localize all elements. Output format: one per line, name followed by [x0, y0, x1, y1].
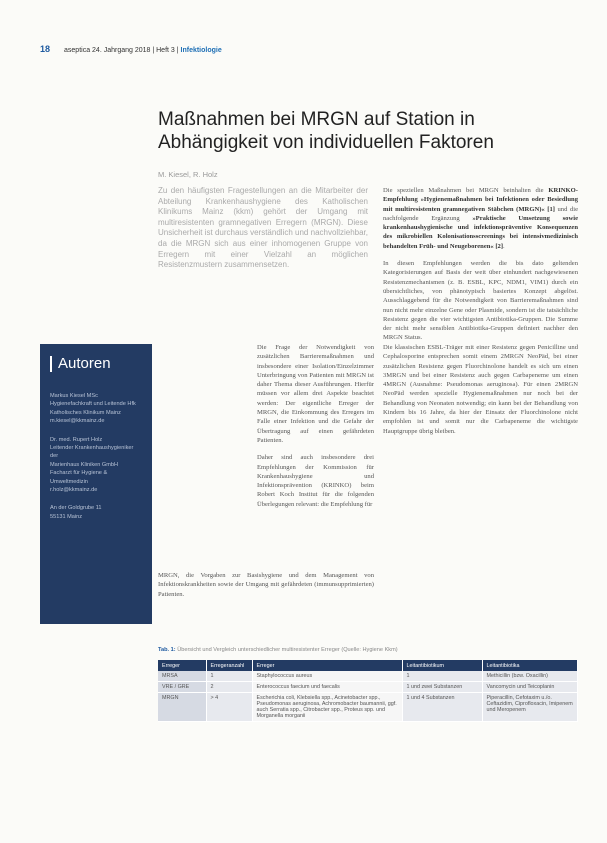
page-number: 18 [40, 44, 51, 54]
right-column-top [383, 186, 578, 351]
table-header: Erreger [252, 660, 402, 671]
journal-meta: aseptica 24. Jahrgang 2018 | Heft 3 | [64, 47, 179, 54]
body-paragraph-continued: MRGN, die Vorgaben zur Basishygiene und dem Management von Infektionskrankheiten sowie der Umgang mit gefährdeten (immunsupprimierten) Patienten. [158, 572, 374, 598]
pathogen-table [158, 660, 578, 722]
author-block-2: Dr. med. Rupert Holz Leitender Krankenhaushygieniker der Marienhaus Kliniken GmbH Facharzt für Hygiene & Umweltmedizin r.holz@kkmainz.de [50, 436, 142, 495]
paragraph-categories: In diesen Empfehlungen werden die bis dato geltenden Kategorisierungen auf Basis der weit über einhundert nachgewiesenen Resistenzmechanismen (z. B. ESBL, KPC, NDM1, VIM1) durch ein übersichtliches, von phänotypisch basiertes Konzept abgelöst. Ausschlaggebend für die Notwendigkeit von Barrieremaßnahmen sind nun nicht mehr einzelne Gene oder Plasmide, sondern ist die tatsächliche Resistenz gegen die vier wichtigsten Antibiotika-Gruppen. Die Summe der nicht mehr sensiblen Antibiotika-Gruppen definiert nachher den MRGN Status. [383, 260, 578, 342]
paragraph-krinko: Die speziellen Maßnahmen bei MRGN beinhalten die KRINKO-Empfehlung »Hygienemaßnahmen bei Infektionen oder Besiedlung mit multiresistenten gramnegativen Stäbchen (MRGN)« [1] und die nachfolgende Ergänzung »Praktische Umsetzung sowie krankenhaushygienische und infektionspräventive Konsequenzen des mikrobiellen Kolonisationsscreenings bei intensivmedizinisch behandelten Früh- und Neugeborenen« [2]. [383, 187, 578, 250]
body-paragraph: Die klassischen ESBL-Träger mit einer Resistenz gegen Penicilline und Cephalosporine entsprechen somit einem 2MRGN NeoPäd, bei einer zusätzlichen Resistenz gegen Fluorchinolone handelt es sich um einen 3MRGN und bei einer Resistenz auch gegen Carbapeneme um einen 4MRGN (Ausnahme: Pseudomonas aeruginosa). Für einen 2MRGN NeoPäd werden spezielle Hygienemaßnahmen nur noch bei der Behandlung von Neonaten notwendig; ein kann bei der Behandlung von Kindern bis 16 Jahre, da hier der Einsatz der Fluorchinolone nicht empfohlen ist und somit nur die Carbapeneme die wichtigste Hauptgruppe übrig bleiben. [383, 344, 578, 435]
page-header [40, 44, 580, 54]
section-name: Infektiologie [180, 47, 222, 54]
article-authors: M. Kiesel, R. Holz [158, 170, 218, 179]
table-header: Erreger [158, 660, 206, 671]
table-row: VRE / GRE 2 Enterococcus faecium und faecalis 1 und zwei Substanzen Vancomycin und Teicoplanin [158, 682, 578, 693]
body-paragraph: Daher sind auch insbesondere drei Empfehlungen der Kommission für Krankenhaushygiene und Infektionsprävention (KRINKO) beim Robert Koch Institut für die folgenden Überlegungen relevant: die Empfehlung für [257, 454, 374, 508]
article-title: Maßnahmen bei MRGN auf Station in Abhängigkeit von individuellen Faktoren [158, 109, 494, 153]
table-header-row [158, 660, 578, 671]
article-abstract: Zu den häufigsten Fragestellungen an die Mitarbeiter der Abteilung Krankenhaushygiene des Katholischen Klinikums Mainz (kkm) gehört der Umgang mit multiresistenten gramnegativen Erregern (MRGN). Diese Unsicherheit ist durchaus verständlich und nachvollziehbar, da die MRGN sich aus einer inhomogenen Gruppe von Erregern mit einer Vielzahl an möglichen Resistenzmustern zusammensetzen. [158, 186, 368, 270]
table-caption: Tab. 1: Übersicht und Vergleich unterschiedlicher multiresistenter Erreger (Quelle: Hygiene Kkm) [158, 647, 398, 653]
middle-column [257, 343, 374, 517]
right-column-middle [383, 343, 578, 444]
sidebar-title: Autoren [50, 356, 142, 372]
author-email[interactable]: r.holz@kkmainz.de [50, 487, 98, 494]
table-header: Erregeranzahl [206, 660, 252, 671]
authors-sidebar [40, 344, 152, 624]
table-header: Leitantibiotikum [402, 660, 482, 671]
address-block: An der Goldgrube 11 55131 Mainz [50, 505, 102, 520]
author-email[interactable]: m.kiesel@kkmainz.de [50, 418, 105, 425]
table-row: MRGN > 4 Escherichia coli, Klebsiella spp., Acinetobacter spp., Pseudomonas aeruginosa, Achromobacter baumannii, ggf. auch Serratia spp., Citrobacter spp., Proteus spp. und Morganella morganii 1 und 4 Substanzen Piperacillin, Cefotaxim u./o. Ceftazidim, Ciprofloxacin, Imipenem und Meropenem [158, 693, 578, 722]
table-row: MRSA 1 Staphylococcus aureus 1 Methicillin (bzw. Oxacillin) [158, 671, 578, 682]
author-block-1: Markus Kiesel MSc Hygienefachkraft und Leitende Hfk Katholisches Klinikum Mainz m.kiesel@kkmainz.de [50, 392, 142, 426]
table-header: Leitantibiotika [482, 660, 578, 671]
body-paragraph: Die Frage der Notwendigkeit von zusätzlichen Barrieremaßnahmen und insbesondere einer Isolation/Einzelzimmer Unterbringung von Patienten mit MRGN ist daher Thema dieser Ausführungen. Hierfür müssen vor allem drei Aspekte beachtet werden: Der eigentliche Erreger der MRGN, die Einkommung des Erregers im Falle einer Infektion und die Gefahr der Übertragung auf einen gefährdeten Patienten. [257, 344, 374, 444]
